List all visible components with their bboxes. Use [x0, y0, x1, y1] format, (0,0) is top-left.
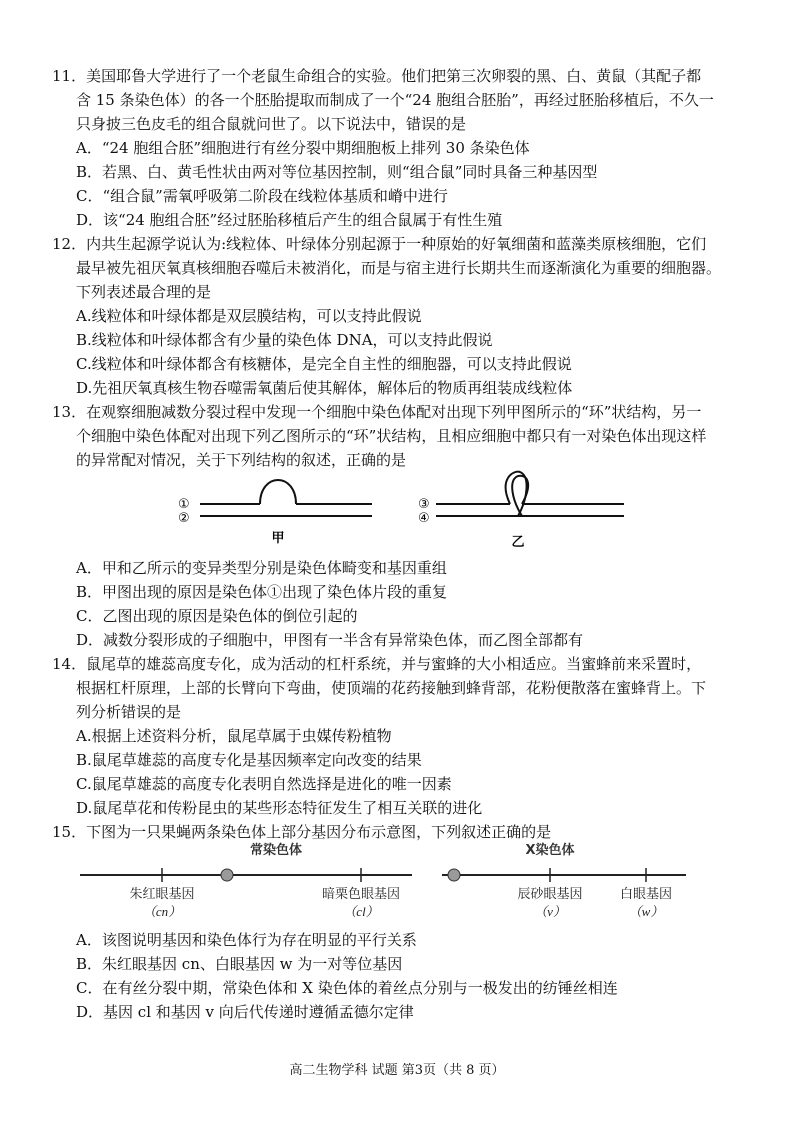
question-text: 最早被先祖厌氧真核细胞吞噬后未被消化，而是与宿主进行长期共生而逐渐演化为重要的细胞器。 — [76, 259, 722, 277]
option-d: D．减数分裂形成的子细胞中，甲图有一半含有异常染色体，而乙图全部都有 — [76, 631, 584, 649]
option-d: D.先祖厌氧真核生物吞噬需氧菌后使其解体，解体后的物质再组装成线粒体 — [76, 379, 573, 397]
centromere-x — [448, 869, 460, 881]
gene-symbol-cl: （cl） — [343, 904, 379, 919]
chromosome-label-2: ② — [178, 511, 190, 526]
option-a: A.根据上述资料分析，鼠尾草属于虫媒传粉植物 — [76, 727, 392, 745]
option-b: B.线粒体和叶绿体都含有少量的染色体 DNA，可以支持此假说 — [76, 331, 493, 349]
option-b: B．若黑、白、黄毛性状由两对等位基因控制，则“组合鼠”同时具备三种基因型 — [76, 163, 598, 181]
figure-caption-yi: 乙 — [511, 535, 525, 550]
autosome-title: 常染色体 — [249, 843, 303, 858]
gene-name-v: 辰砂眼基因 — [517, 887, 583, 902]
gene-name-cl: 暗栗色眼基因 — [321, 887, 401, 902]
question-text: 下列表述最合理的是 — [76, 283, 212, 301]
gene-name-w: 白眼基因 — [619, 887, 673, 902]
option-c: C．“组合鼠”需氧呼吸第二阶段在线粒体基质和嵴中进行 — [76, 187, 448, 205]
centromere-autosome — [221, 869, 233, 881]
figure-caption-jia: 甲 — [271, 531, 285, 546]
loop-bulge — [260, 480, 296, 504]
option-b: B．甲图出现的原因是染色体①出现了染色体片段的重复 — [76, 583, 448, 601]
question-text: 的异常配对情况，关于下列结构的叙述，正确的是 — [76, 451, 407, 469]
chromosome-label-3: ③ — [418, 497, 430, 512]
figure-yi-loop-diagram — [418, 468, 628, 552]
page-footer: 高二生物学科 试题 第3页（共 8 页） — [289, 1063, 505, 1078]
chromosome-pair-jia — [178, 468, 378, 548]
figure-gene-map — [76, 838, 692, 924]
x-chromosome-title: X染色体 — [525, 843, 575, 858]
gene-symbol-w: （w） — [628, 904, 664, 919]
option-c: C．乙图出现的原因是染色体的倒位引起的 — [76, 607, 358, 625]
question-text: 15．下图为一只果蝇两条染色体上部分基因分布示意图，下列叙述正确的是 — [52, 823, 552, 841]
option-c: C.线粒体和叶绿体都含有核糖体，是完全自主性的细胞器，可以支持此假说 — [76, 355, 572, 373]
option-c: C.鼠尾草雄蕊的高度专化表明自然选择是进化的唯一因素 — [76, 775, 452, 793]
option-d: D．基因 cl 和基因 v 向后代传递时遵循孟德尔定律 — [76, 1003, 414, 1021]
question-text: 12．内共生起源学说认为:线粒体、叶绿体分别起源于一种原始的好氧细菌和蓝藻类原核细胞，它们 — [52, 235, 707, 253]
option-b: B．朱红眼基因 cn、白眼基因 w 为一对等位基因 — [76, 955, 403, 973]
question-text: 含 15 条染色体）的各一个胚胎提取而制成了一个“24 胞组合胚胎”，再经过胚胎移植后，不久一 — [76, 91, 714, 109]
question-text: 列分析错误的是 — [76, 703, 182, 721]
option-a: A．该图说明基因和染色体行为存在明显的平行关系 — [76, 931, 417, 949]
option-a: A．甲和乙所示的变异类型分别是染色体畸变和基因重组 — [76, 559, 447, 577]
option-d: D.鼠尾草花和传粉昆虫的某些形态特征发生了相互关联的进化 — [76, 799, 483, 817]
gene-symbol-v: （v） — [534, 904, 566, 919]
question-text: 根据杠杆原理，上部的长臂向下弯曲，使顶端的花药接触到蜂背部，花粉便散落在蜜蜂背上。下 — [76, 679, 707, 697]
option-d: D．该“24 胞组合胚”经过胚胎移植后产生的组合鼠属于有性生殖 — [76, 211, 503, 229]
question-text: 11．美国耶鲁大学进行了一个老鼠生命组合的实验。他们把第三次卵裂的黑、白、黄鼠（其配子都 — [52, 67, 702, 85]
question-text: 13．在观察细胞减数分裂过程中发现一个细胞中染色体配对出现下列甲图所示的“环”状结构，另一 — [52, 403, 702, 421]
option-a: A．“24 胞组合胚”细胞进行有丝分裂中期细胞板上排列 30 条染色体 — [76, 139, 530, 157]
question-text: 只身披三色皮毛的组合鼠就问世了。以下说法中，错误的是 — [76, 115, 467, 133]
gene-symbol-cn: （cn） — [142, 904, 182, 919]
option-b: B.鼠尾草雄蕊的高度专化是基因频率定向改变的结果 — [76, 751, 422, 769]
chromosome-label-4: ④ — [418, 511, 430, 526]
option-c: C．在有丝分裂中期，常染色体和 X 染色体的着丝点分别与一极发出的纺锤丝相连 — [76, 979, 618, 997]
chromosome-label-1: ① — [178, 497, 190, 512]
chromosome-pair-yi — [418, 468, 628, 552]
option-a: A.线粒体和叶绿体都是双层膜结构，可以支持此假说 — [76, 307, 422, 325]
question-text: 14．鼠尾草的雄蕊高度专化，成为活动的杠杆系统，并与蜜蜂的大小相适应。当蜜蜂前来采置时， — [52, 655, 702, 673]
gene-name-cn: 朱红眼基因 — [129, 887, 195, 902]
gene-map-diagram — [76, 838, 692, 924]
inversion-loop-outer — [506, 472, 527, 516]
figure-jia-loop-diagram — [178, 468, 378, 548]
question-text: 个细胞中染色体配对出现下列乙图所示的“环”状结构，且相应细胞中都只有一对染色体出现这样 — [76, 427, 707, 445]
